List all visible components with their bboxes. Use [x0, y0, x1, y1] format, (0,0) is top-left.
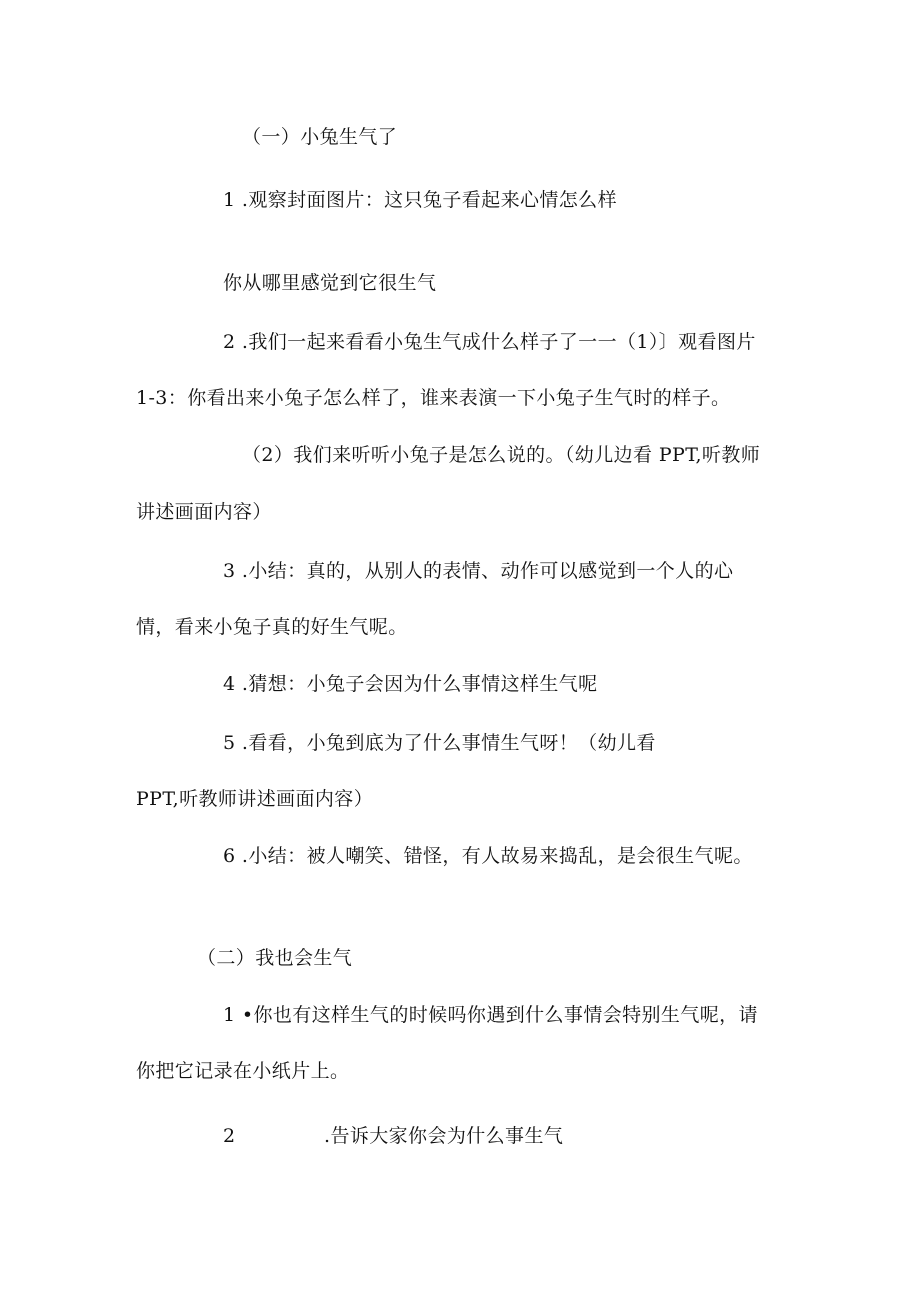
- section2-item1-line2: 你把它记录在小纸片上。: [136, 1060, 350, 1082]
- item1-line1: 1 .观察封面图片：这只兔子看起来心情怎么样: [223, 189, 617, 211]
- item2-sub2-line1: （2）我们来听听小兔子是怎么说的。（幼儿边看 PPT,听教师: [242, 444, 761, 466]
- item2-line2: 1-3：你看出来小兔子怎么样了，谁来表演一下小兔子生气时的样子。: [136, 387, 731, 409]
- item3-line1: 3 .小结：真的，从别人的表情、动作可以感觉到一个人的心: [223, 560, 734, 582]
- section2-item2-number: 2: [223, 1125, 236, 1147]
- item6-line1: 6 .小结：被人嘲笑、错怪，有人故易来捣乱，是会很生气呢。: [223, 845, 753, 867]
- item4-line1: 4 .猜想：小兔子会因为什么事情这样生气呢: [223, 673, 598, 695]
- item5-line1: 5 .看看，小兔到底为了什么事情生气呀！（幼儿看: [223, 732, 656, 754]
- section2-item1-line1: 1 •你也有这样生气的时候吗你遇到什么事情会特别生气呢，请: [223, 1004, 758, 1026]
- item2-line1: 2 .我们一起来看看小兔生气成什么样子了一一（1）〕观看图片: [223, 331, 756, 353]
- item5-line2: PPT,听教师讲述画面内容）: [136, 788, 374, 810]
- section2-item2-text: .告诉大家你会为什么事生气: [324, 1125, 564, 1147]
- item2-sub2-line2: 讲述画面内容）: [136, 501, 272, 523]
- section2-heading: （二）我也会生气: [197, 947, 353, 969]
- section1-heading: （一）小兔生气了: [242, 126, 398, 148]
- item1-line2: 你从哪里感觉到它很生气: [223, 272, 437, 294]
- item3-line2: 情，看来小兔子真的好生气呢。: [136, 616, 408, 638]
